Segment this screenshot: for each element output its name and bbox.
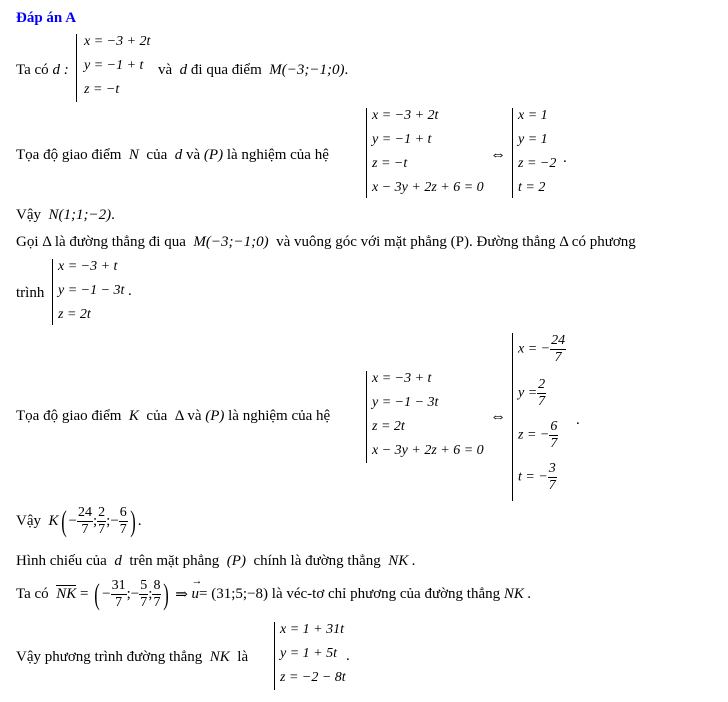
- var-k: K: [128, 408, 139, 424]
- text: Tọa độ giao điểm: [16, 408, 122, 424]
- denominator: 7: [548, 478, 556, 493]
- numerator: 24: [77, 505, 92, 520]
- text: và vuông góc với mặt phẳng (P). Đường thẳng Δ có phương: [276, 234, 636, 250]
- numerator: 6: [119, 505, 127, 520]
- eq: y = 1 + 5t: [280, 646, 337, 661]
- u-value: = (31;5;−8): [199, 586, 269, 602]
- text: đi qua điểm: [190, 62, 262, 78]
- denominator: 7: [81, 522, 89, 537]
- eq: z = 2t: [58, 307, 91, 322]
- para-10: [16, 649, 248, 666]
- point-m: M(−3;−1;0): [269, 62, 345, 78]
- denominator: 7: [550, 436, 558, 451]
- equiv-symbol: ⇔: [490, 146, 506, 163]
- text: và: [187, 408, 202, 424]
- numerator: 31: [111, 578, 126, 593]
- text: Vậy: [16, 513, 41, 529]
- eq: t = 2: [518, 180, 546, 195]
- eq: x = −3 + t: [58, 259, 118, 274]
- paren: ): [163, 577, 170, 611]
- eq: x = −3 + t: [372, 371, 432, 386]
- line-nk: NK .: [388, 553, 416, 569]
- period: .: [576, 412, 580, 428]
- text: chính là đường thẳng: [253, 553, 381, 569]
- eq: x − 3y + 2z + 6 = 0: [372, 180, 484, 195]
- eq: [518, 461, 557, 494]
- numerator: 24: [551, 333, 566, 348]
- eq: x = −3 + 2t: [372, 108, 439, 123]
- text: Hình chiếu của: [16, 553, 107, 569]
- eq: z = −t: [372, 156, 408, 171]
- para-2: [16, 147, 329, 164]
- denominator: 7: [153, 595, 161, 610]
- point-m: M(−3;−1;0): [193, 234, 269, 250]
- var-n: N: [128, 147, 139, 163]
- line-nk: NK .: [503, 586, 532, 602]
- text: Vậy phương trình đường thẳng: [16, 649, 203, 665]
- text: Tọa độ giao điểm: [16, 147, 122, 163]
- text: trên mặt phẳng: [129, 553, 220, 569]
- para-1: [16, 62, 69, 79]
- para-1-rest: và d đi qua điểm M(−3;−1;0).: [158, 62, 349, 78]
- eq: [518, 377, 546, 410]
- denominator: 7: [119, 522, 127, 537]
- brace: [76, 34, 84, 102]
- eq: z = −2 − 8t: [280, 670, 346, 685]
- text: là nghiệm của hệ: [228, 408, 331, 424]
- lhs: z = −: [518, 427, 550, 443]
- numerator: 8: [153, 578, 161, 593]
- paren: (: [94, 577, 100, 611]
- eq: [518, 419, 558, 452]
- var-d: d: [114, 553, 122, 569]
- paren: (: [60, 504, 67, 538]
- vector-nk: NK: [56, 586, 77, 602]
- lhs: t = −: [518, 469, 548, 485]
- var-d: d: [174, 147, 183, 163]
- delta: Δ: [174, 408, 184, 424]
- eq: z = 2t: [372, 419, 405, 434]
- text: và: [158, 62, 173, 78]
- answer-title: Đáp án A: [16, 10, 77, 26]
- numerator: 6: [550, 419, 558, 434]
- text: Gọi Δ là đường thẳng đi qua: [16, 234, 186, 250]
- paren: ): [130, 504, 136, 538]
- plane-p: (P): [205, 408, 225, 424]
- eq: y = 1: [518, 132, 548, 147]
- text: là: [237, 649, 249, 665]
- eq: x = 1: [518, 108, 548, 123]
- para-9: Ta có NK = ( − $\frac{31}{7}$ ;− $\frac{5}{7}$ ; $\frac{8}{7}$ ) ⇒ → u= (31;5;−8) là véc-tơ chỉ phương của đường thẳng NK .: [16, 578, 531, 611]
- var-d: d: [179, 62, 188, 78]
- text: Ta có: [16, 586, 49, 602]
- eq: x = 1 + 31t: [280, 622, 344, 637]
- eq: y = −1 + t: [84, 58, 144, 73]
- para-3: Vậy N(1;1;−2).: [16, 207, 115, 223]
- point-n: N(1;1;−2): [48, 207, 112, 223]
- eq: y = −1 + t: [372, 132, 432, 147]
- eq: [518, 333, 566, 366]
- period: .: [128, 283, 132, 299]
- para-7: Vậy K( − $\frac{24}{7}$ ; $\frac{2}{7}$ ;− $\frac{6}{7}$ ) .: [16, 504, 142, 538]
- text: và: [185, 147, 201, 163]
- denominator: 7: [98, 522, 106, 537]
- text: là nghiệm của hệ: [226, 147, 329, 163]
- eq: y = −1 − 3t: [372, 395, 439, 410]
- para-8: [16, 553, 416, 570]
- vector-u: → u: [192, 586, 200, 603]
- para-4: [16, 234, 636, 251]
- denominator: 7: [140, 595, 148, 610]
- text: là véc-tơ chỉ phương của đường thẳng: [271, 586, 501, 602]
- text: Vậy: [16, 207, 41, 223]
- period: .: [563, 150, 567, 166]
- denominator: 7: [554, 350, 562, 365]
- text: của: [146, 147, 168, 163]
- var-k: K: [48, 513, 59, 529]
- plane-p: (P): [203, 147, 224, 163]
- eq: y = −1 − 3t: [58, 283, 125, 298]
- lhs: x = −: [518, 341, 551, 357]
- lhs: y =: [518, 385, 538, 401]
- eq: x − 3y + 2z + 6 = 0: [372, 443, 484, 458]
- line-nk: NK: [209, 649, 230, 665]
- denominator: 7: [115, 595, 123, 610]
- eq: z = −t: [84, 82, 120, 97]
- period: .: [346, 648, 350, 664]
- equiv-symbol: ⇔: [490, 408, 506, 425]
- denominator: 7: [538, 394, 546, 409]
- numerator: 2: [538, 377, 546, 392]
- var-d: d :: [52, 62, 69, 78]
- numerator: 2: [98, 505, 106, 520]
- numerator: 5: [140, 578, 148, 593]
- text: trình: [16, 285, 45, 301]
- text: của: [146, 408, 168, 424]
- eq: x = −3 + 2t: [84, 34, 151, 49]
- eq: z = −2: [518, 156, 557, 171]
- numerator: 3: [548, 461, 556, 476]
- plane-p: (P): [226, 553, 246, 569]
- para-6: [16, 408, 330, 425]
- para-5: [16, 285, 44, 302]
- text: Ta có: [16, 62, 49, 78]
